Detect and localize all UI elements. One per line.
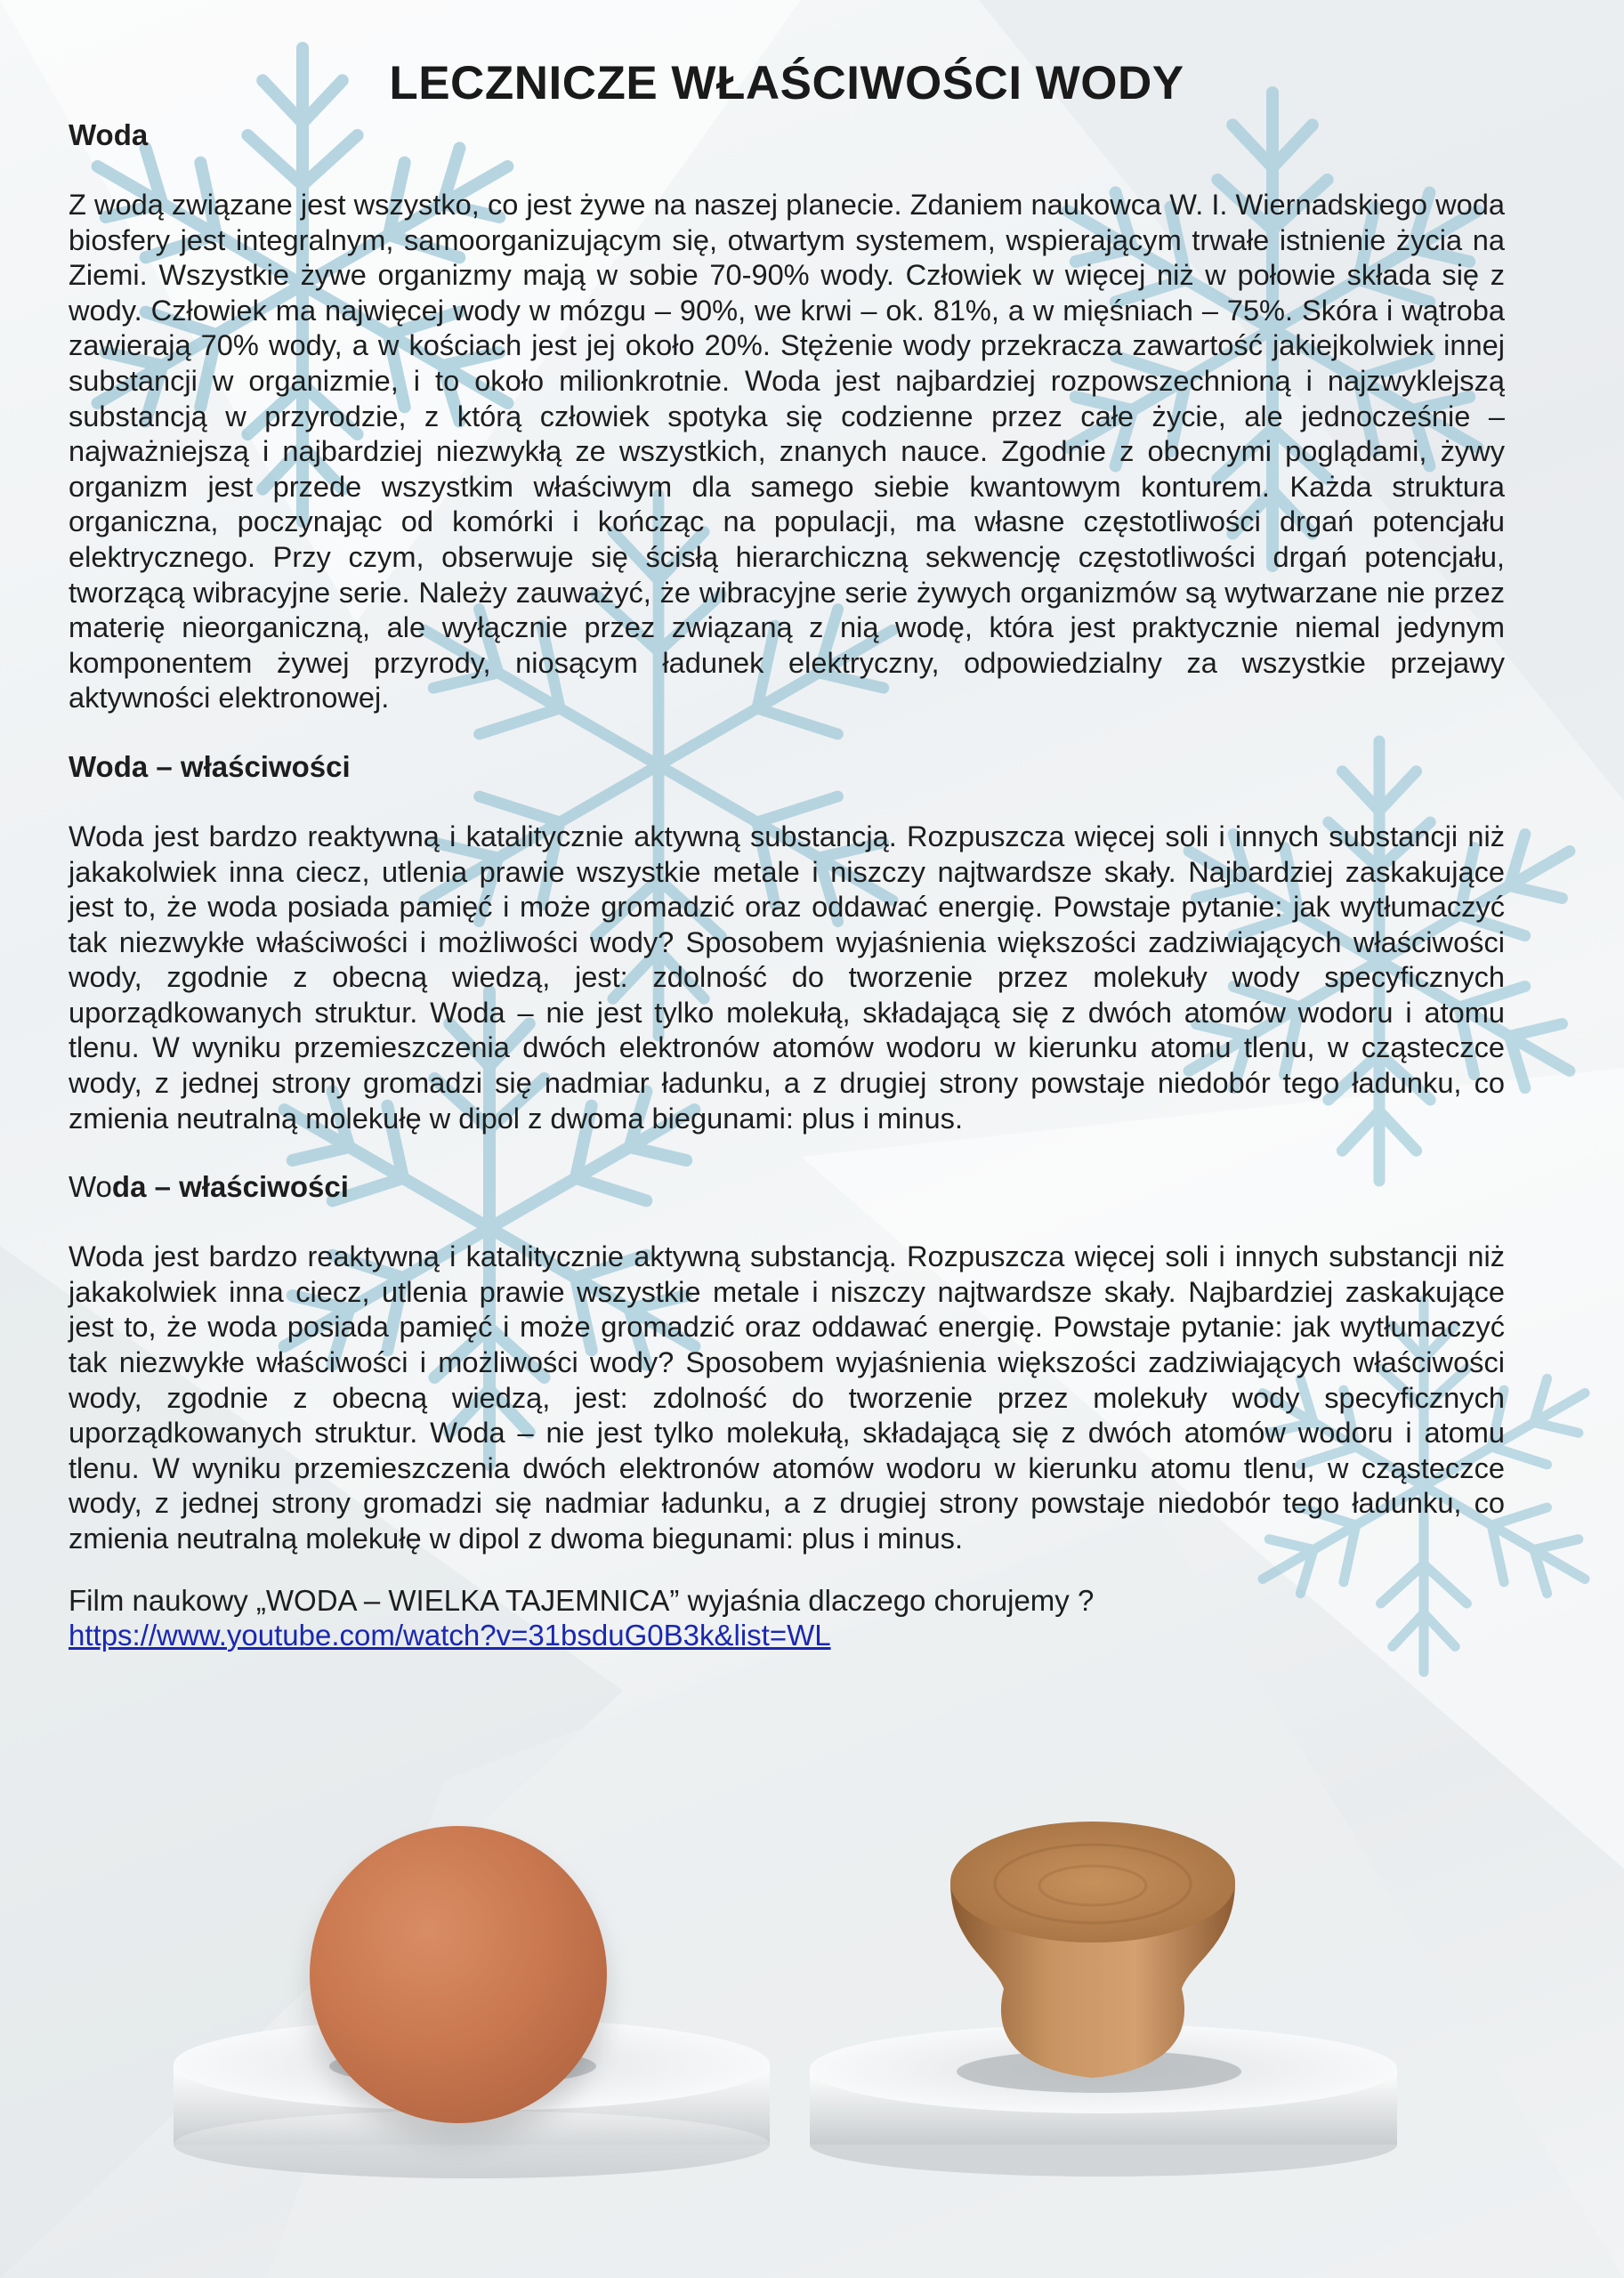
heading-prefix: Wo [69,1170,112,1204]
document-page [69,52,1505,1652]
section-text-wlasciwosci: Woda jest bardzo reaktywną i katalitycznie aktywną substancją. Rozpuszcza więcej soli i innych substancji niż jakakolwiek inna ciecz, utlenia prawie wszystkie metale i niszczy najtwardsze skały. Najbardziej zaskakujące jest to, że woda posiada pamięć i może gromadzić oraz oddawać energię. Powstaje pytanie: jak wytłumaczyć tak niezwykłe właściwości i możliwości wody? Sposobem wyjaśnienia większości zadziwiających właściwości wody, zgodnie z obecną wiedzą, jest: zdolność do tworzenie przez molekuły wody specyficznych uporządkowanych struktur. Woda – nie jest tylko molekułą, składającą się z dwóch atomów wodoru i atomu tlenu. W wyniku przemieszczenia dwóch elektronów atomów wodoru w kierunku atomu tlenu, w cząsteczce wody, z jednej strony gromadzi się nadmiar ładunku, a z drugiej strony powstaje niedobór tego ładunku, co zmienia neutralną molekułę w dipol z dwoma biegunami: plus i minus. [69,819,1505,1135]
section-heading-woda: Woda [69,118,149,151]
clay-sphere-image [310,1826,607,2123]
section-text-woda: Z wodą związane jest wszystko, co jest żywe na naszej planecie. Zdaniem naukowca W. I. Wiernadskiego woda biosfery jest integralnym, samoorganizującym się, otwartym systemem, wspierającym trwałe istnienie życia na Ziemi. Wszystkie żywe organizmy mają w sobie 70-90% wody. Człowiek w więcej niż w połowie składa się z wody. Człowiek ma najwięcej wody w mózgu – 90%, we krwi – ok. 81%, a w mięśniach – 75%. Skóra i wątroba zawierają 70% wody, a w kościach jest jej około 20%. Stężenie wody przekracza zawartość jakiejkolwiek innej substancji w organizmie, i to około milionkrotnie. Woda jest najbardziej rozpowszechnioną i najzwyklejszą substancją w przyrodzie, z którą człowiek spotyka się codzienne przez całe życie, ale jednocześnie – najważniejszą i najbardziej niezwykłą ze wszystkich, znanych nauce. Zgodnie z obecnymi poglądami, żywy organizm jest przede wszystkim właściwym dla samego siebie kwantowym konturem. Każda struktura organiczna, poczynając od komórki i kończąc na populacji, ma własne częstotliwości drgań potencjału elektrycznego. Przy czym, obserwuje się ścisłą hierarchiczną sekwencję częstotliwości drgań potencjału, tworzącą wibracyjne serie. Należy zauważyć, że wibracyjne serie żywych organizmów są wytwarzane nie przez materię nieorganiczną, ale wyłącznie przez związaną z nią wodę, która jest praktycznie niemal jedynym komponentem żywej przyrody, niosącym ładunek elektryczny, odpowiedzialny za wszystkie przejawy aktywności elektronowej. [69,188,1505,715]
section-text-wlasciwosci-2: Woda jest bardzo reaktywną i katalitycznie aktywną substancją. Rozpuszcza więcej soli i innych substancji niż jakakolwiek inna ciecz, utlenia prawie wszystkie metale i niszczy najtwardsze skały. Najbardziej zaskakujące jest to, że woda posiada pamięć i może gromadzić oraz oddawać energię. Powstaje pytanie: jak wytłumaczyć tak niezwykłe właściwości i możliwości wody? Sposobem wyjaśnienia większości zadziwiających właściwości wody, zgodnie z obecną wiedzą, jest: zdolność do tworzenie przez molekuły wody specyficznych uporządkowanych struktur. Woda – nie jest tylko molekułą, składającą się z dwóch atomów wodoru i atomu tlenu. W wyniku przemieszczenia dwóch elektronów atomów wodoru w kierunku atomu tlenu, w cząsteczce wody, z jednej strony gromadzi się nadmiar ładunku, a z drugiej strony powstaje niedobór tego ładunku, co zmienia neutralną molekułę w dipol z dwoma biegunami: plus i minus. [69,1240,1505,1555]
section-heading-wlasciwosci-2 [69,1169,1505,1205]
page-title: LECZNICZE WŁAŚCIWOŚCI WODY [389,57,1184,109]
section-heading-wlasciwosci: Woda – właściwości [69,749,351,783]
wooden-knob-image [941,1811,1244,2104]
heading-suffix: da – właściwości [111,1170,349,1204]
youtube-link[interactable]: https://www.youtube.com/watch?v=31bsduG0B3k&list=WL [69,1618,831,1652]
film-caption: Film naukowy „WODA – WIELKA TAJEMNICA” wyjaśnia dlaczego chorujemy ? [69,1583,1095,1617]
